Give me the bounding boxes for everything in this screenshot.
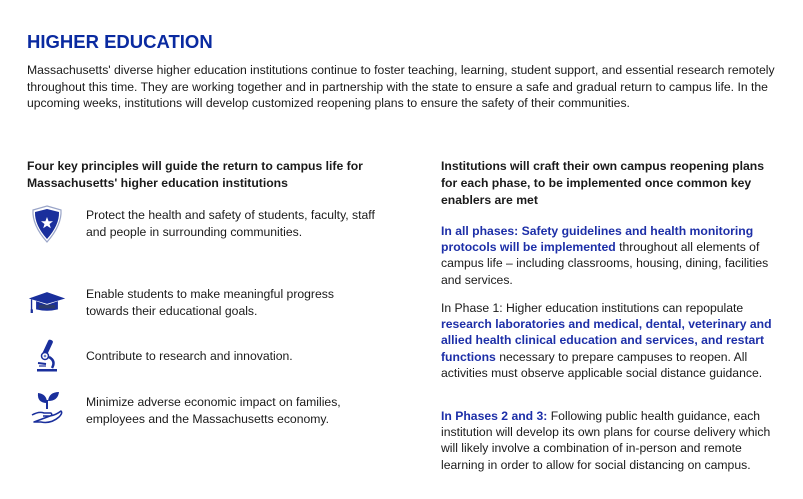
phase1-paragraph: [441, 300, 786, 381]
phase1-highlight: research laboratories and medical, dental, veterinary and allied health clinical education and services, and restart functions: [441, 317, 772, 364]
phase23-paragraph: [441, 408, 786, 473]
principle-text: Enable students to make meaningful progress towards their educational goals.: [86, 287, 334, 318]
hand-plant-icon: [27, 391, 67, 425]
principle-text: Protect the health and safety of students, faculty, staff and people in surrounding communities.: [86, 208, 375, 239]
principle-item: [27, 207, 387, 241]
phases-heading: Institutions will craft their own campus reopening plans for each phase, to be implemented once common key enablers are met: [441, 159, 765, 207]
shield-star-icon: [27, 207, 67, 241]
principle-item: [27, 286, 387, 320]
phase1-text: necessary to prepare campuses to reopen. All activities must observe applicable social distance guidance.: [441, 349, 763, 380]
graduation-cap-icon: [27, 286, 67, 320]
intro-paragraph: Massachusetts' diverse higher education institutions continue to foster teaching, learning, student support, and essential research remotely throughout this time. They are working together and in partnership with the state to ensure a safe and gradual return to campus life. In the upcoming weeks, institutions will develop customized reopening plans to ensure the safety of their communities.: [27, 63, 775, 110]
all-phases-text: throughout all elements of campus life – including classrooms, housing, dining, facilities and services.: [441, 240, 769, 287]
principle-item: [27, 391, 387, 425]
phase1-lead: In Phase 1: Higher education institutions can repopulate: [441, 301, 744, 315]
phase23-text: Following public health guidance, each institution will develop its own plans for course delivery which will likely involve a combination of in-person and remote learning in order to allow for social distancing on campus.: [441, 409, 771, 472]
principle-text: Contribute to research and innovation.: [86, 349, 293, 363]
principles-heading: Four key principles will guide the return to campus life for Massachusetts' higher education institutions: [27, 159, 363, 190]
principle-item: [27, 338, 387, 372]
page-title: HIGHER EDUCATION: [27, 31, 213, 52]
phase23-highlight: In Phases 2 and 3:: [441, 409, 548, 423]
all-phases-highlight: In all phases: Safety guidelines and health monitoring protocols will be implemented: [441, 224, 754, 255]
all-phases-paragraph: [441, 223, 786, 288]
principle-text: Minimize adverse economic impact on families, employees and the Massachusetts economy.: [86, 395, 341, 426]
microscope-icon: [27, 338, 67, 372]
